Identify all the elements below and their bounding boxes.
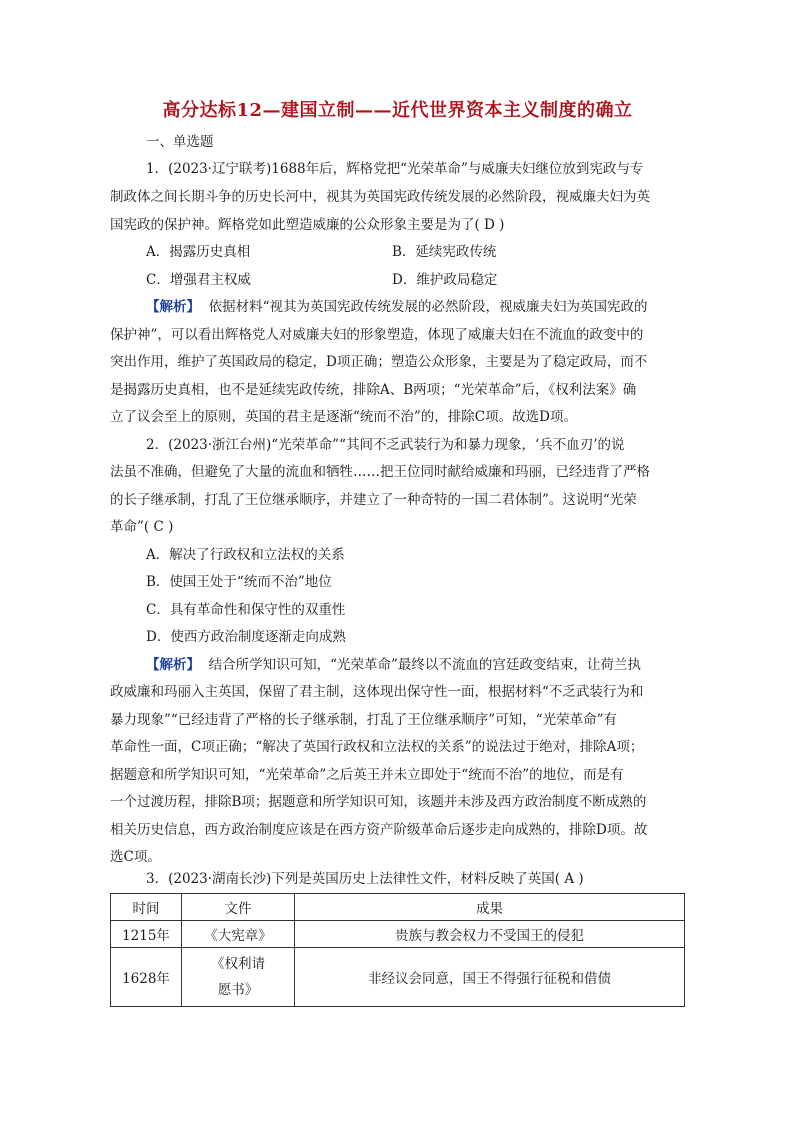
q2-option-c: C．具有革命性和保守性的双重性 xyxy=(146,602,346,618)
q2-analysis-line-5: 据题意和所学知识可知，“光荣革命”之后英王并未立即处于“统而不治”的地位，而是有 xyxy=(110,767,624,783)
q2-stem-line-1: 2．(2023·浙江台州)“光荣革命”“其间不乏武装行为和暴力现象，‘兵不血刃’的说 xyxy=(146,437,625,453)
table-row xyxy=(111,948,685,1007)
q2-analysis-text-1: 结合所学知识可知，“光荣革命”最终以不流血的宫廷政变结束，让荷兰执 xyxy=(208,657,641,673)
q1-option-c: C．增强君主权威 xyxy=(146,272,251,288)
q2-option-a: A．解决了行政权和立法权的关系 xyxy=(146,547,345,563)
q1-analysis-line-4: 是揭露历史真相，也不是延续宪政传统，排除A、B两项；“光荣革命”后，《权利法案》确 xyxy=(110,382,637,398)
q1-analysis-line-3: 突出作用，维护了英国政局的稳定，D项正确；塑造公众形象，主要是为了稳定政局，而不 xyxy=(110,354,648,370)
table-cell xyxy=(182,948,295,1007)
q1-option-b: B．延续宪政传统 xyxy=(392,244,497,260)
table-header-cell: 时间 xyxy=(111,894,182,921)
q1-option-d: D．维护政局稳定 xyxy=(392,272,498,288)
q2-analysis-line-3: 暴力现象”“已经违背了严格的长子继承制，打乱了王位继承顺序”可知，“光荣革命”有 xyxy=(110,712,618,728)
q2-option-b: B．使国王处于“统而不治”地位 xyxy=(146,574,332,590)
table-cell: 《大宪章》 xyxy=(182,921,295,948)
table-cell: 1215年 xyxy=(111,921,182,948)
q2-analysis-line-8: 选C项。 xyxy=(110,849,161,865)
q1-stem-line-3: 国宪政的保护神。辉格党如此塑造威廉的公众形象主要是为了( D ) xyxy=(110,217,505,233)
q3-table xyxy=(110,893,685,1007)
q2-stem-line-2: 法虽不准确，但避免了大量的流血和牺牲……把王位同时献给威廉和玛丽，已经违背了严格 xyxy=(110,464,650,480)
q2-stem-line-4: 革命”( C ) xyxy=(110,519,174,535)
q1-analysis-line-1 xyxy=(146,298,648,316)
q3-stem: 3．(2023·湖南长沙)下列是英国历史上法律性文件，材料反映了英国( A ) xyxy=(146,871,584,887)
table-cell: 1628年 xyxy=(111,948,182,1007)
q2-analysis-line-2: 政威廉和玛丽入主英国，保留了君主制，这体现出保守性一面，根据材料“不乏武装行为和 xyxy=(110,684,644,700)
q2-stem-line-3: 的长子继承制，打乱了王位继承顺序，并建立了一种奇特的一国二君体制”。这说明“光荣 xyxy=(110,492,637,508)
q2-analysis-line-7: 相关历史信息，西方政治制度应该是在西方资产阶级革命后逐步走向成熟的，排除D项。故 xyxy=(110,822,648,838)
table-cell: 贵族与教会权力不受国王的侵犯 xyxy=(295,921,685,948)
q1-analysis-line-5: 立了议会至上的原则，英国的君主是逐渐“统而不治”的，排除C项。故选D项。 xyxy=(110,409,577,425)
q1-stem-line-1: 1．(2023·辽宁联考)1688年后，辉格党把“光荣革命”与威廉夫妇继位放到宪政与专 xyxy=(146,161,644,177)
table-header-row xyxy=(111,894,685,921)
q1-analysis-line-2: 保护神”，可以看出辉格党人对威廉夫妇的形象塑造，体现了威廉夫妇在不流血的政变中的 xyxy=(110,327,644,343)
table-header-cell: 文件 xyxy=(182,894,295,921)
table-cell-line: 愿书》 xyxy=(217,982,259,998)
table-header-cell: 成果 xyxy=(295,894,685,921)
q2-option-d: D．使西方政治制度逐渐走向成熟 xyxy=(146,629,346,645)
page-title: 高分达标12—建国立制——近代世界资本主义制度的确立 xyxy=(162,100,633,121)
table-cell: 非经议会同意，国王不得强行征税和借债 xyxy=(295,948,685,1007)
table-row xyxy=(111,921,685,948)
analysis-tag: 【解析】 xyxy=(146,657,200,673)
q1-option-a: A．揭露历史真相 xyxy=(146,244,251,260)
section-heading: 一、单选题 xyxy=(146,134,214,150)
table-cell-line: 《权利请 xyxy=(211,956,265,972)
q1-stem-line-2: 制政体之间长期斗争的历史长河中，视其为英国宪政传统发展的必然阶段，视威廉夫妇为英 xyxy=(110,189,650,205)
q2-analysis-line-6: 一个过渡历程，排除B项；据题意和所学知识可知，该题并未涉及西方政治制度不断成熟的 xyxy=(110,794,647,810)
q2-analysis-line-4: 革命性一面，C项正确；“解决了英国行政权和立法权的关系”的说法过于绝对，排除A项； xyxy=(110,739,644,755)
analysis-tag: 【解析】 xyxy=(146,299,200,315)
q2-analysis-line-1 xyxy=(146,656,641,674)
q1-analysis-text-1: 依据材料“视其为英国宪政传统发展的必然阶段，视威廉夫妇为英国宪政的 xyxy=(208,299,648,315)
